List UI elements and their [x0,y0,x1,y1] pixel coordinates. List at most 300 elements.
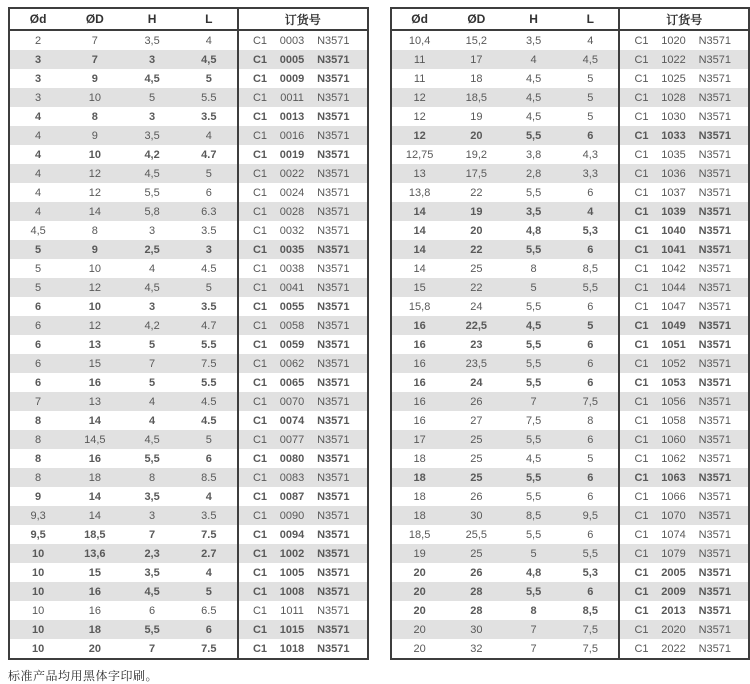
dimension-cell: 5 [181,278,238,297]
dimension-cell: 16 [391,373,448,392]
order-part: 0035 [280,244,304,256]
table-row [391,107,750,126]
dimension-cell: 24 [448,297,505,316]
dimension-cell: 4 [181,30,238,50]
dimension-cell: 5,3 [562,221,619,240]
order-number [620,50,748,69]
order-part: N3571 [699,529,731,541]
order-number-cell [238,487,368,506]
dimension-cell: 18 [66,468,123,487]
dimension-cell: 5 [123,373,180,392]
order-number-cell [238,50,368,69]
order-part: C1 [253,149,267,161]
dimension-cell: 5 [181,430,238,449]
table-row [9,525,368,544]
order-part: C1 [634,282,648,294]
order-part: C1 [634,491,648,503]
dimension-cell: 4,5 [123,69,180,88]
dimension-cell: 19 [448,107,505,126]
order-number-cell [619,354,749,373]
dimension-cell: 18 [391,468,448,487]
order-part: 1049 [661,320,685,332]
dimension-cell: 14 [391,259,448,278]
dimension-cell: 4,2 [123,145,180,164]
order-part: N3571 [699,624,731,636]
dimension-cell: 5,5 [123,620,180,639]
order-number-cell [619,449,749,468]
order-part: 0028 [280,206,304,218]
order-part: N3571 [699,453,731,465]
dimension-cell: 27 [448,411,505,430]
order-number [620,620,748,639]
order-part: 1028 [661,92,685,104]
dimension-cell: 4.7 [181,145,238,164]
table-row [9,30,368,50]
order-number-cell [619,582,749,601]
order-number-cell [238,259,368,278]
order-part: C1 [253,111,267,123]
order-number-cell [619,164,749,183]
order-part: N3571 [699,339,731,351]
dimension-cell: 28 [448,582,505,601]
order-part: 1030 [661,111,685,123]
order-number-cell [619,601,749,620]
order-part: N3571 [317,415,349,427]
dimension-cell: 5,5 [505,468,562,487]
col-header-length: L [562,8,619,30]
order-number-cell [238,506,368,525]
dimension-cell: 6 [562,240,619,259]
table-row [9,354,368,373]
dimension-cell: 20 [391,639,448,659]
dimension-cell: 9 [66,126,123,145]
dimension-cell: 4,5 [123,164,180,183]
order-part: C1 [634,377,648,389]
dimension-cell: 20 [391,563,448,582]
order-number [620,582,748,601]
order-part: 0083 [280,472,304,484]
order-part: 0094 [280,529,304,541]
dimension-cell: 2.7 [181,544,238,563]
dimension-cell: 14 [66,506,123,525]
dimension-cell: 12 [66,164,123,183]
table-row [391,430,750,449]
order-part: C1 [634,472,648,484]
dimension-cell: 20 [448,126,505,145]
order-part: N3571 [317,548,349,560]
order-number-cell [619,373,749,392]
dimension-cell: 4.7 [181,316,238,335]
dimension-cell: 18 [448,69,505,88]
order-number [239,88,367,107]
col-header-length: L [181,8,238,30]
order-part: 0065 [280,377,304,389]
col-header-outer-diameter: ØD [448,8,505,30]
spec-table-right [390,7,750,660]
order-number-cell [619,487,749,506]
dimension-cell: 6 [181,449,238,468]
order-number-cell [619,107,749,126]
order-part: 0074 [280,415,304,427]
order-number [239,221,367,240]
order-number-cell [238,544,368,563]
order-part: C1 [253,187,267,199]
order-part: N3571 [317,358,349,370]
order-part: C1 [634,396,648,408]
order-number-cell [619,50,749,69]
table-row [9,544,368,563]
dimension-cell: 13 [391,164,448,183]
order-part: N3571 [699,187,731,199]
dimension-cell: 4 [9,145,66,164]
order-part: 1047 [661,301,685,313]
order-number-cell [619,183,749,202]
order-part: N3571 [699,149,731,161]
order-part: C1 [253,586,267,598]
order-number [239,202,367,221]
order-number [239,544,367,563]
order-part: N3571 [317,320,349,332]
order-number [620,430,748,449]
dimension-cell: 6 [9,354,66,373]
dimension-cell: 5 [505,278,562,297]
order-part: C1 [253,567,267,579]
dimension-cell: 4.5 [181,259,238,278]
col-header-height: H [505,8,562,30]
dimension-cell: 9 [66,69,123,88]
order-part: 1056 [661,396,685,408]
order-part: N3571 [317,491,349,503]
order-number-cell [619,620,749,639]
order-part: N3571 [317,567,349,579]
table-row [9,582,368,601]
order-part: N3571 [699,643,731,655]
table-row [9,164,368,183]
dimension-cell: 15,2 [448,30,505,50]
dimension-cell: 15 [391,278,448,297]
order-number [620,107,748,126]
dimension-cell: 13 [66,392,123,411]
dimension-cell: 20 [66,639,123,659]
order-part: C1 [634,149,648,161]
dimension-cell: 4 [181,126,238,145]
table-row [391,50,750,69]
order-part: C1 [634,548,648,560]
dimension-cell: 25,5 [448,525,505,544]
order-number [239,297,367,316]
order-part: 0005 [280,54,304,66]
table-row [391,259,750,278]
dimension-cell: 5,5 [505,183,562,202]
dimension-cell: 7.5 [181,525,238,544]
order-part: N3571 [699,282,731,294]
col-header-order-number: 订货号 [619,8,749,30]
dimension-cell: 20 [391,582,448,601]
order-part: C1 [634,339,648,351]
order-number [620,297,748,316]
order-part: 0024 [280,187,304,199]
order-part: C1 [253,453,267,465]
dimension-cell: 23 [448,335,505,354]
table-row [9,202,368,221]
dimension-cell: 26 [448,563,505,582]
order-part: 0019 [280,149,304,161]
order-part: 0055 [280,301,304,313]
col-header-inner-diameter: Ød [391,8,448,30]
dimension-cell: 4 [505,50,562,69]
table-row [9,50,368,69]
order-part: N3571 [317,282,349,294]
dimension-cell: 8,5 [562,259,619,278]
order-part: N3571 [699,415,731,427]
order-part: 2013 [661,605,685,617]
dimension-cell: 5,5 [505,297,562,316]
order-part: C1 [634,434,648,446]
order-part: N3571 [699,263,731,275]
order-part: C1 [634,605,648,617]
dimension-cell: 10 [66,88,123,107]
dimension-cell: 20 [391,620,448,639]
table-row [391,620,750,639]
order-part: C1 [253,548,267,560]
dimension-cell: 8,5 [562,601,619,620]
order-part: 0011 [280,92,304,104]
order-part: N3571 [699,301,731,313]
order-part: C1 [253,244,267,256]
order-part: N3571 [317,206,349,218]
order-part: C1 [634,168,648,180]
dimension-cell: 6 [562,430,619,449]
order-part: N3571 [699,225,731,237]
order-part: 1042 [661,263,685,275]
order-part: C1 [634,643,648,655]
dimension-cell: 6.5 [181,601,238,620]
order-number-cell [619,506,749,525]
dimension-cell: 3.5 [181,221,238,240]
order-part: C1 [634,225,648,237]
order-part: 1044 [661,282,685,294]
dimension-cell: 4,5 [505,88,562,107]
dimension-cell: 5,5 [505,373,562,392]
table-row [9,392,368,411]
dimension-cell: 8 [66,107,123,126]
table-row [391,69,750,88]
dimension-cell: 5,5 [505,525,562,544]
dimension-cell: 16 [391,392,448,411]
order-number-cell [238,278,368,297]
dimension-cell: 4,5 [505,69,562,88]
table-row [9,563,368,582]
order-part: C1 [634,529,648,541]
order-part: N3571 [699,92,731,104]
table-row [391,601,750,620]
dimension-cell: 12 [391,88,448,107]
header-row [9,8,368,30]
table-row [391,544,750,563]
order-part: 0032 [280,225,304,237]
order-number [620,183,748,202]
table-row [391,316,750,335]
dimension-cell: 3,5 [505,30,562,50]
col-header-order-number: 订货号 [238,8,368,30]
order-number [239,316,367,335]
order-number-cell [238,601,368,620]
dimension-cell: 8 [505,601,562,620]
order-number-cell [238,639,368,659]
dimension-cell: 7.5 [181,639,238,659]
order-part: N3571 [317,586,349,598]
dimension-cell: 6 [9,297,66,316]
table-row [9,221,368,240]
order-part: C1 [253,168,267,180]
dimension-cell: 14 [391,240,448,259]
order-number [620,449,748,468]
order-part: N3571 [317,73,349,85]
order-number [620,202,748,221]
dimension-cell: 3,5 [123,126,180,145]
table-row [391,506,750,525]
dimension-cell: 14 [66,411,123,430]
dimension-cell: 8 [505,259,562,278]
order-part: C1 [634,35,648,47]
order-number-cell [238,335,368,354]
order-part: C1 [253,225,267,237]
dimension-cell: 5 [505,544,562,563]
order-number [239,145,367,164]
order-part: C1 [634,54,648,66]
order-part: 0070 [280,396,304,408]
order-part: 1066 [661,491,685,503]
order-part: C1 [253,92,267,104]
dimension-cell: 3,5 [123,563,180,582]
order-part: C1 [253,434,267,446]
order-part: N3571 [317,149,349,161]
dimension-cell: 3.5 [181,297,238,316]
order-part: N3571 [317,605,349,617]
order-number [620,373,748,392]
dimension-cell: 20 [391,601,448,620]
order-part: 1052 [661,358,685,370]
dimension-cell: 5,5 [505,430,562,449]
dimension-cell: 3,5 [123,30,180,50]
dimension-cell: 10 [66,259,123,278]
col-header-height: H [123,8,180,30]
dimension-cell: 18 [391,449,448,468]
order-part: N3571 [699,434,731,446]
dimension-cell: 7 [505,639,562,659]
dimension-cell: 18 [66,620,123,639]
dimension-cell: 10 [9,639,66,659]
order-number [620,468,748,487]
order-part: N3571 [317,225,349,237]
order-part: N3571 [699,491,731,503]
table-row [391,639,750,659]
order-part: C1 [634,187,648,199]
table-row [9,69,368,88]
table-row [9,240,368,259]
order-part: 0059 [280,339,304,351]
dimension-cell: 3,8 [505,145,562,164]
order-number [239,259,367,278]
dimension-cell: 15 [66,563,123,582]
order-part: 1070 [661,510,685,522]
order-part: 0038 [280,263,304,275]
order-part: 1033 [661,130,685,142]
table-row [9,506,368,525]
order-part: C1 [634,92,648,104]
dimension-cell: 5 [9,259,66,278]
table-row [391,297,750,316]
order-number-cell [619,316,749,335]
order-part: N3571 [699,605,731,617]
dimension-cell: 7,5 [505,411,562,430]
dimension-cell: 11 [391,50,448,69]
order-number [620,31,748,50]
dimension-cell: 5,5 [505,126,562,145]
dimension-cell: 5 [562,449,619,468]
order-number-cell [619,278,749,297]
order-number-cell [619,468,749,487]
dimension-cell: 16 [66,601,123,620]
order-part: N3571 [699,130,731,142]
order-number-cell [619,145,749,164]
order-part: N3571 [699,73,731,85]
order-part: C1 [253,73,267,85]
order-part: C1 [253,605,267,617]
order-part: 1063 [661,472,685,484]
order-part: N3571 [699,320,731,332]
order-part: N3571 [699,111,731,123]
dimension-cell: 25 [448,468,505,487]
dimension-cell: 6 [562,525,619,544]
dimension-cell: 28 [448,601,505,620]
order-part: C1 [253,54,267,66]
order-number [239,183,367,202]
table-row [9,278,368,297]
dimension-cell: 24 [448,373,505,392]
dimension-cell: 4 [181,487,238,506]
order-part: C1 [634,453,648,465]
table-row [391,449,750,468]
dimension-cell: 4,8 [505,221,562,240]
dimension-cell: 7 [123,354,180,373]
order-number-cell [619,88,749,107]
order-number [620,354,748,373]
dimension-cell: 10 [9,620,66,639]
order-part: N3571 [317,377,349,389]
table-row [391,335,750,354]
dimension-cell: 4,5 [505,449,562,468]
table-row [391,221,750,240]
table-row [9,620,368,639]
dimension-cell: 4 [123,392,180,411]
dimension-cell: 30 [448,620,505,639]
order-number [239,50,367,69]
dimension-cell: 22 [448,183,505,202]
dimension-cell: 14 [391,202,448,221]
order-part: N3571 [699,510,731,522]
dimension-cell: 6 [181,183,238,202]
order-part: 1015 [280,624,304,636]
order-part: 1020 [661,35,685,47]
order-number [620,316,748,335]
table-row [9,373,368,392]
order-part: N3571 [317,301,349,313]
dimension-cell: 7,5 [562,620,619,639]
table-header [9,8,368,30]
dimension-cell: 6 [562,582,619,601]
order-number [239,601,367,620]
